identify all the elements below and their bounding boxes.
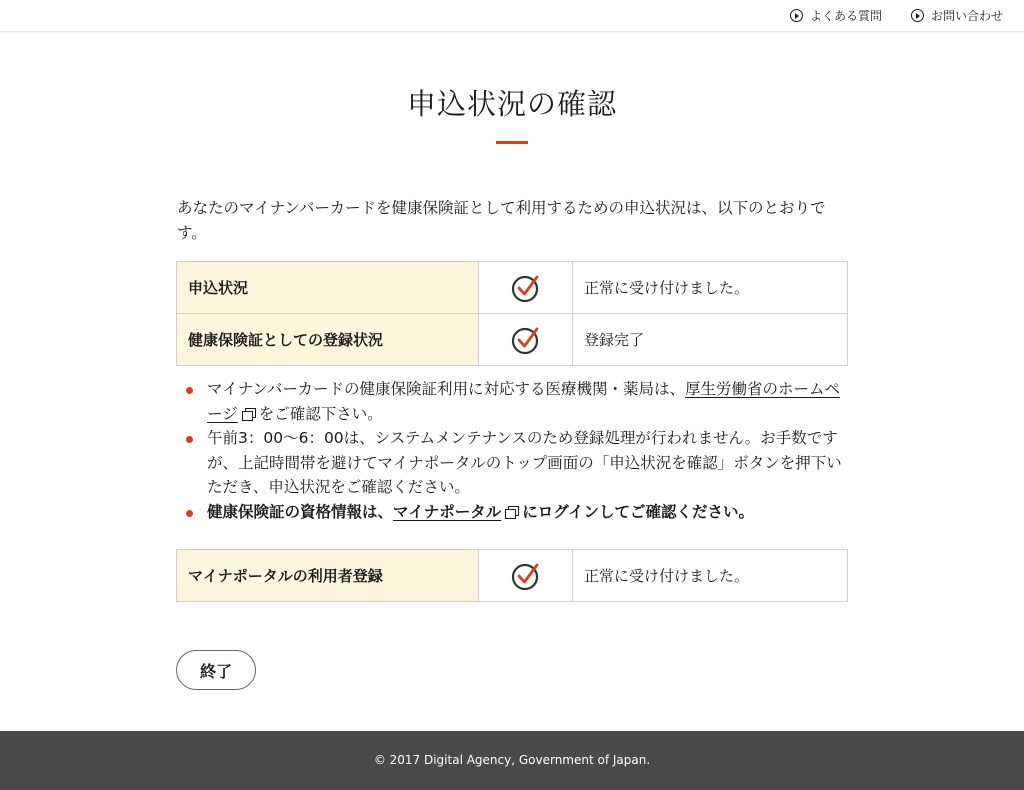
header-bar [0,0,1024,32]
bullet-icon [186,510,193,517]
copyright-text: © 2017 Digital Agency, Government of Japan. [373,753,651,767]
list-item [186,426,846,500]
table-row [177,314,848,366]
myna-portal-link[interactable]: マイナポータル [393,502,502,521]
note3-suffix: にログインしてご確認ください。 [522,502,754,521]
portal-registration-table [176,549,848,602]
check-icon [510,560,542,592]
intro-text: あなたのマイナンバーカードを健康保険証として利用するための申込状況は、以下のとおりです。 [177,199,826,242]
faq-link[interactable] [790,7,882,24]
row-value: 登録完了 [573,314,848,366]
application-status-table [176,261,848,366]
row-label: マイナポータルの利用者登録 [177,550,479,602]
bullet-icon [186,387,193,394]
notes-list [186,377,846,524]
page-title: 申込状況の確認 [406,87,617,121]
play-circle-icon [790,9,803,22]
list-item [186,377,846,426]
row-value: 正常に受け付けました。 [573,262,848,314]
external-link-icon [505,506,518,518]
note1-text: マイナンバーカードの健康保険証利用に対応する医療機関・薬局は、 [207,380,686,398]
check-icon [510,324,542,356]
note3-text: 健康保険証の資格情報は、 [207,502,394,521]
contact-label: お問い合わせ [931,9,1004,23]
table-row [177,550,848,602]
bullet-icon [186,436,193,443]
faq-label: よくある質問 [810,9,883,23]
list-item [186,500,846,525]
end-button[interactable]: 終了 [176,650,256,690]
row-value: 正常に受け付けました。 [573,550,848,602]
title-underline [496,141,528,144]
mhlw-homepage-link[interactable]: 厚生労働省のホームページ [207,380,841,423]
note2-text: 午前3：00〜6：00は、システムメンテナンスのため登録処理が行われません。お手数ですが、上記時間帯を避けてマイナポータルのトップ画面の「申込状況を確認」ボタンを押下いただき、申込状況をご確認ください。 [207,429,842,496]
check-icon [510,272,542,304]
note1-suffix: をご確認下さい。 [258,404,383,423]
external-link-icon [242,408,255,420]
row-label: 健康保険証としての登録状況 [177,314,479,366]
footer [0,731,1024,790]
contact-link[interactable] [911,7,1003,24]
row-label: 申込状況 [177,262,479,314]
table-row [177,262,848,314]
play-circle-icon [911,9,924,22]
